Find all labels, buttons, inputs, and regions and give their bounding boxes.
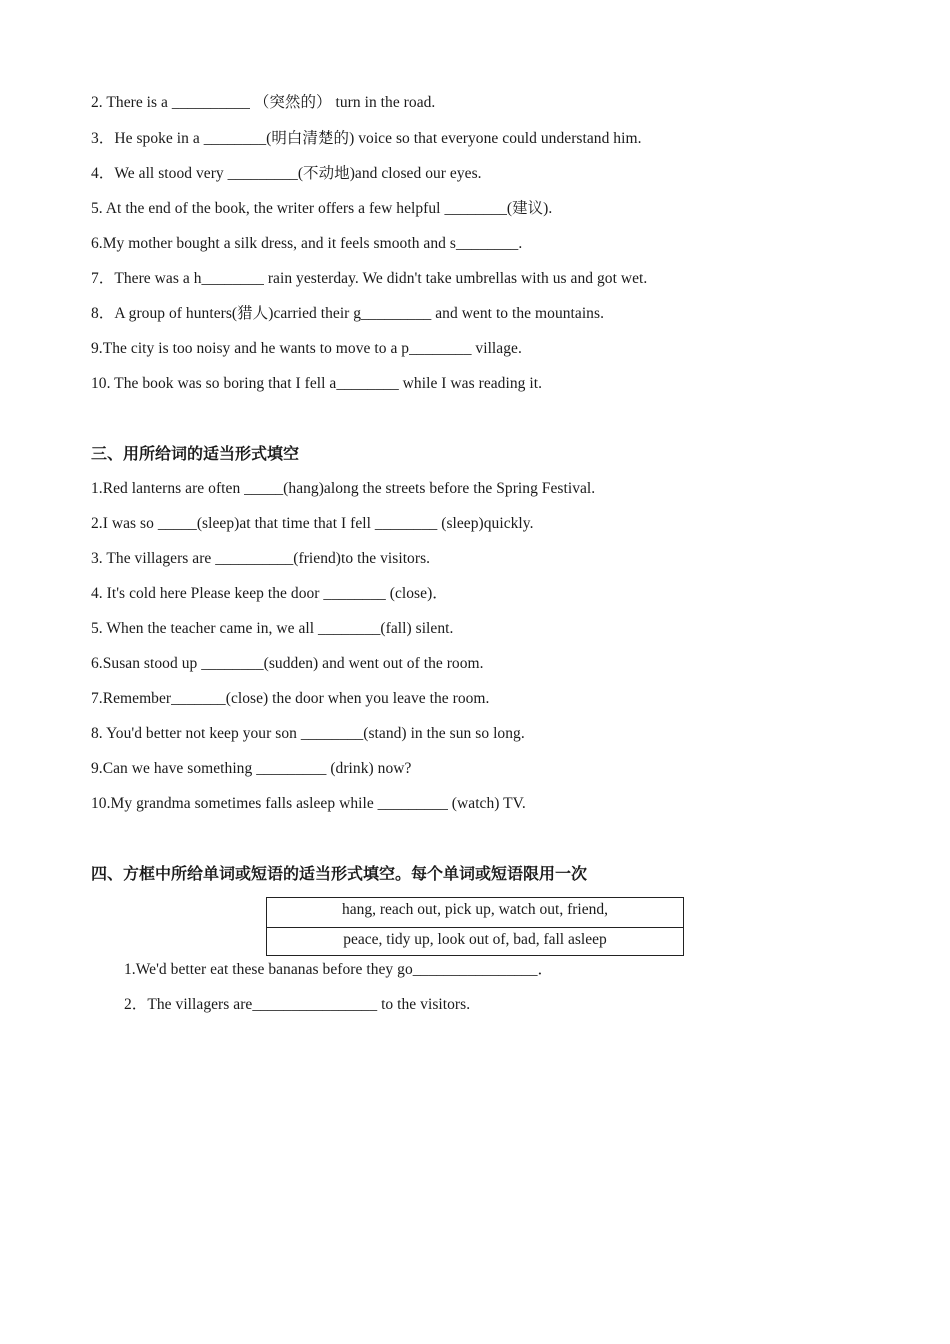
exercise-line: 6.Susan stood up ________(sudden) and went out of the room. — [91, 655, 484, 672]
section-heading: 三、用所给词的适当形式填空 — [91, 444, 300, 463]
exercise-line: 5. When the teacher came in, we all ________(fall) silent. — [91, 620, 454, 637]
exercise-line: 6.My mother bought a silk dress, and it feels smooth and s________. — [91, 235, 523, 252]
exercise-line: 10. The book was so boring that I fell a________ while I was reading it. — [91, 375, 543, 392]
exercise-line: 7．There was a h________ rain yesterday. We didn't take umbrellas with us and got wet. — [91, 270, 648, 287]
exercise-line: 3. The villagers are __________(friend)to the visitors. — [91, 550, 431, 567]
exercise-line: 2. There is a __________ （突然的） turn in the road. — [91, 94, 436, 111]
exercise-line: 10.My grandma sometimes falls asleep while _________ (watch) TV. — [91, 795, 526, 812]
exercise-line: 4. It's cold here Please keep the door ________ (close)． — [91, 585, 448, 602]
exercise-line: 9.The city is too noisy and he wants to move to a p________ village. — [91, 340, 522, 357]
exercise-line: 8. You'd better not keep your son ________(stand) in the sun so long. — [91, 725, 525, 742]
exercise-line: 1.Red lanterns are often _____(hang)along the streets before the Spring Festival. — [91, 480, 596, 497]
exercise-line: 5. At the end of the book, the writer offers a few helpful ________(建议). — [91, 200, 553, 217]
exercise-line: 7.Remember_______(close) the door when you leave the room. — [91, 690, 490, 707]
exercise-line: 2．The villagers are________________ to the visitors. — [124, 996, 471, 1013]
section-heading: 四、方框中所给单词或短语的适当形式填空。每个单词或短语限用一次 — [91, 864, 588, 883]
exercise-line: 9.Can we have something _________ (drink) now? — [91, 760, 412, 777]
exercise-line: 1.We'd better eat these bananas before they go________________． — [124, 961, 554, 978]
exercise-line: 2.I was so _____(sleep)at that time that I fell ________ (sleep)quickly. — [91, 515, 534, 532]
exercise-line: 4．We all stood very _________(不动地)and closed our eyes. — [91, 165, 482, 182]
word-bank-row: hang, reach out, pick up, watch out, friend, — [342, 901, 608, 918]
exercise-line: 8．A group of hunters(猎人)carried their g_________ and went to the mountains. — [91, 305, 604, 322]
word-bank-box — [266, 897, 684, 956]
exercise-line: 3．He spoke in a ________(明白清楚的) voice so that everyone could understand him. — [91, 130, 642, 147]
word-bank-row: peace, tidy up, look out of, bad, fall asleep — [267, 927, 683, 957]
